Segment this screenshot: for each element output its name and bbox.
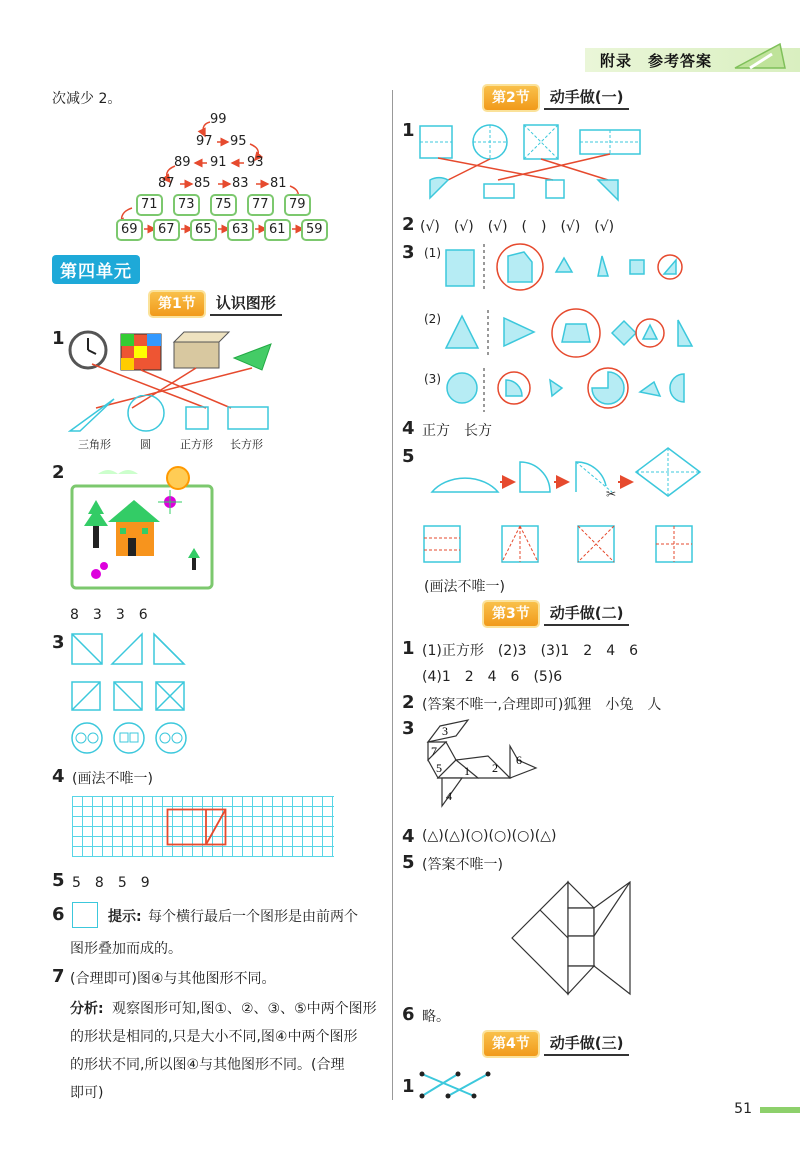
s1-answer: (4)1 2 4 6 (5)6 xyxy=(422,669,563,685)
r3-row2 xyxy=(440,306,700,360)
question-number: 4 xyxy=(52,766,65,787)
pyramid-box: 67 xyxy=(153,219,180,241)
section-badge: 第2节 xyxy=(484,86,538,110)
fold-matching-diagram xyxy=(418,122,648,202)
analysis-text: 的形状不同,所以图④与其他图形不同。(合理 xyxy=(70,1057,345,1073)
pyramid-cell: 87 xyxy=(158,176,175,191)
q6-square-answer xyxy=(72,902,98,928)
fish-tangram xyxy=(510,880,635,998)
s6-answer: 略。 xyxy=(422,1009,450,1025)
part-label: (3) xyxy=(424,372,441,386)
pyramid-cell: 99 xyxy=(210,112,227,127)
pyramid-box: 77 xyxy=(247,194,274,216)
pyramid-box: 75 xyxy=(210,194,237,216)
s4-answer: (△)(△)(○)(○)(○)(△) xyxy=(422,828,557,844)
house-picture xyxy=(68,462,218,592)
section-badge: 第1节 xyxy=(150,292,204,316)
pyramid-cell: 85 xyxy=(194,176,211,191)
section-heading xyxy=(150,292,282,316)
pyramid-box: 69 xyxy=(116,219,143,241)
pyramid-box: 73 xyxy=(173,194,200,216)
r2-answer: (√) (√) (√) ( ) (√) (√) xyxy=(420,219,615,235)
svg-text:4: 4 xyxy=(446,789,452,803)
question-number: 1 xyxy=(402,120,415,141)
pyramid-cell: 89 xyxy=(174,155,191,170)
shape-label: 正方形 xyxy=(180,438,213,451)
number-pyramid xyxy=(110,110,330,245)
hint-text: 每个横行最后一个图形是由前两个 xyxy=(148,909,358,925)
part-label: (2) xyxy=(424,312,441,326)
pyramid-cell: 91 xyxy=(210,155,227,170)
question-number: 3 xyxy=(402,242,415,263)
pyramid-cell: 97 xyxy=(196,134,213,149)
question-number: 1 xyxy=(402,1076,415,1097)
folding-steps-diagram xyxy=(422,446,712,566)
pyramid-box: 59 xyxy=(301,219,328,241)
pyramid-cell: 83 xyxy=(232,176,249,191)
question-number: 3 xyxy=(402,718,415,739)
q1-shapes xyxy=(68,395,278,435)
svg-text:2: 2 xyxy=(492,761,498,775)
analysis-label: 分析: xyxy=(70,1001,104,1017)
footer-bar xyxy=(760,1107,800,1113)
tangram-figure xyxy=(418,716,548,816)
unit-title: 第四单元 xyxy=(52,255,140,284)
svg-text:6: 6 xyxy=(516,753,522,767)
page-number: 51 xyxy=(734,1101,752,1117)
section-title: 动手做(一) xyxy=(544,86,630,110)
question-number: 2 xyxy=(402,214,415,235)
question-number: 4 xyxy=(402,826,415,847)
question-number: 2 xyxy=(402,692,415,713)
pyramid-cell: 93 xyxy=(247,155,264,170)
svg-text:7: 7 xyxy=(431,744,437,758)
svg-text:3: 3 xyxy=(442,724,448,738)
section-heading xyxy=(484,1032,629,1056)
header-title: 附录 参考答案 xyxy=(600,52,713,70)
section-title: 动手做(二) xyxy=(544,602,630,626)
question-number: 5 xyxy=(52,870,65,891)
question-number: 5 xyxy=(402,446,415,467)
question-number: 1 xyxy=(52,328,65,349)
r5-note: (画法不唯一) xyxy=(424,579,505,595)
pyramid-box: 61 xyxy=(264,219,291,241)
question-number: 6 xyxy=(402,1004,415,1025)
shape-label: 圆 xyxy=(140,438,151,451)
column-divider xyxy=(392,90,393,1100)
cross-lines-diagram xyxy=(418,1070,498,1100)
question-number: 3 xyxy=(52,632,65,653)
question-number: 2 xyxy=(52,462,65,483)
question-number: 4 xyxy=(402,418,415,439)
section-title: 动手做(三) xyxy=(544,1032,630,1056)
shape-label: 三角形 xyxy=(78,438,111,451)
section-heading xyxy=(484,602,629,626)
question-number: 1 xyxy=(402,638,415,659)
pyramid-box: 63 xyxy=(227,219,254,241)
q4-text: (画法不唯一) xyxy=(72,771,153,787)
section-title: 认识图形 xyxy=(210,292,282,316)
analysis-text: 的形状是相同的,只是大小不同,图④中两个图形 xyxy=(70,1029,358,1045)
q4-grid xyxy=(72,796,336,858)
question-number: 5 xyxy=(402,852,415,873)
pyramid-box: 65 xyxy=(190,219,217,241)
shape-label: 长方形 xyxy=(230,438,263,451)
q2-answer: 8 3 3 6 xyxy=(70,607,148,623)
svg-text:1: 1 xyxy=(464,764,470,778)
section-badge: 第4节 xyxy=(484,1032,538,1056)
svg-text:5: 5 xyxy=(436,761,442,775)
s2-answer: (答案不唯一,合理即可)狐狸 小兔 人 xyxy=(422,697,662,713)
r3-row3 xyxy=(440,366,700,416)
section-heading xyxy=(484,86,629,110)
q5-answer: 5 8 5 9 xyxy=(72,875,150,891)
section-badge: 第3节 xyxy=(484,602,538,626)
q7-text: (合理即可)图④与其他图形不同。 xyxy=(70,971,276,987)
intro-text: 次减少 2。 xyxy=(52,91,122,107)
pyramid-box: 71 xyxy=(136,194,163,216)
pyramid-box: 79 xyxy=(284,194,311,216)
ruler-icon xyxy=(730,40,790,72)
pyramid-cell: 95 xyxy=(230,134,247,149)
part-label: (1) xyxy=(424,246,441,260)
analysis-text: 即可) xyxy=(70,1085,104,1101)
question-number: 7 xyxy=(52,966,65,987)
hint-text: 图形叠加而成的。 xyxy=(70,941,182,957)
r4-answer: 正方 长方 xyxy=(422,423,492,439)
analysis-text: 观察图形可知,图①、②、③、⑤中两个图形 xyxy=(112,1001,377,1017)
q3-shapes-grid xyxy=(70,632,190,756)
question-number: 6 xyxy=(52,904,65,925)
r3-row1 xyxy=(440,240,690,294)
pyramid-cell: 81 xyxy=(270,176,287,191)
pyramid-arrows xyxy=(110,110,330,245)
svg-text:✂: ✂ xyxy=(606,487,617,501)
s1-answer: (1)正方形 (2)3 (3)1 2 4 6 xyxy=(422,643,639,659)
s5-answer: (答案不唯一) xyxy=(422,857,503,873)
hint-label: 提示: xyxy=(108,909,142,925)
